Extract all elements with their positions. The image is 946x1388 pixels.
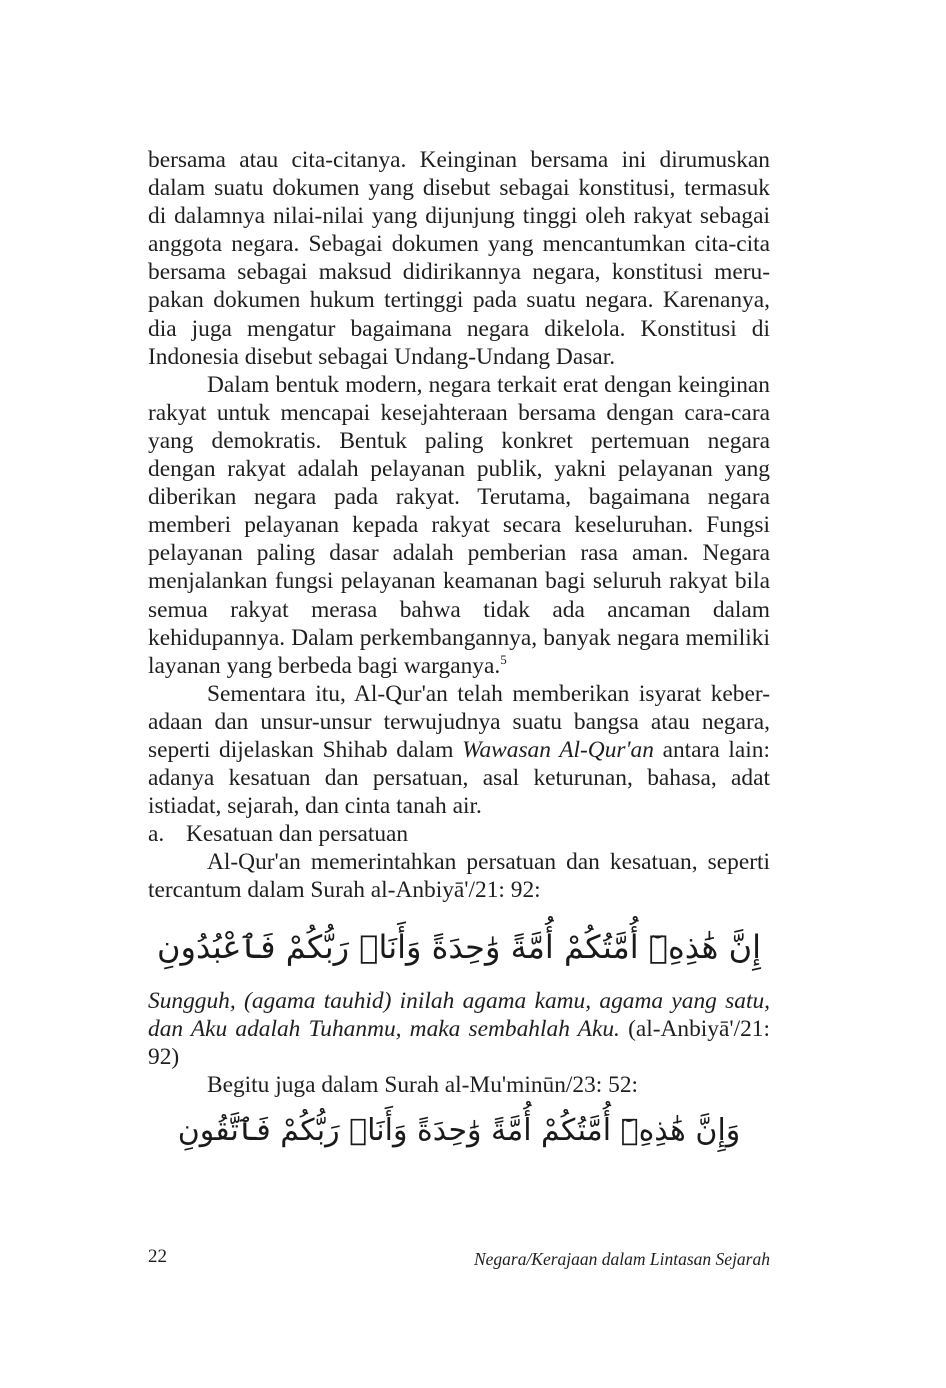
paragraph-quran-signals (148, 680, 770, 820)
paragraph-public-service (148, 371, 770, 680)
book-title: Wawasan Al-Qur'an (462, 736, 654, 763)
list-item-unity (148, 820, 770, 848)
page-body (148, 146, 770, 1169)
paragraph-unity-command: Al-Qur'an memerintahkan persatuan dan kesatuan, seperti tercantum dalam Surah al-Anbiyā'/21: 92: (148, 849, 770, 904)
arabic-verse-muminun: وَإِنَّ هَٰذِهِۦٓ أُمَّتُكُمْ أُمَّةً وَٰحِدَةً وَأَنَا۠ رَبُّكُمْ فَٱتَّقُونِ (177, 1112, 741, 1148)
paragraph-quran-signals-text: Sementara itu, Al-Qur'an telah memberikan isyarat keber-adaan dan unsur-unsur terwujudnya suatu bangsa atau negara, seperti dijelaskan Shihab dalam (148, 680, 770, 763)
running-title: Negara/Kerajaan dalam Lintasan Sejarah (473, 1249, 770, 1269)
arabic-verse-anbiya: إِنَّ هَٰذِهِۦٓ أُمَّتُكُمْ أُمَّةً وَٰحِدَةً وَأَنَا۠ رَبُّكُمْ فَٱعْبُدُونِ (157, 927, 761, 966)
verse-translation (148, 987, 770, 1071)
paragraph-public-service-text: Dalam bentuk modern, negara terkait erat dengan keinginan rakyat untuk mencapai kesejahteraan bersama dengan cara-cara yang demokratis. Bentuk paling konkret pertemuan negara dengan rakyat adalah pelayanan publik, yakni pelayanan yang diberikan negara pada rakyat. Terutama, bagaimana negara memberi pelayanan kepada rakyat secara keseluruhan. Fungsi pelayanan paling dasar adalah pemberian rasa aman. Negara menjalankan fungsi pelayanan keamanan bagi seluruh rakyat bila semua rakyat merasa bahwa tidak ada ancaman dalam kehidupannya. Dalam perkembangannya, banyak negara memiliki layanan yang berbeda bagi warganya. (148, 371, 770, 679)
paragraph-quran-signals-tail: antara lain: adanya kesatuan dan persatuan, asal keturunan, bahasa, adat istiadat, sejarah, dan cinta tanah air. (148, 736, 770, 820)
list-marker: a. (148, 821, 165, 848)
verse-translation-text: Sungguh, (agama tauhid) inilah agama kamu, agama yang satu, dan Aku adalah Tuhanmu, maka sembahlah Aku. (148, 987, 770, 1042)
paragraph-constitution: bersama atau cita-citanya. Keinginan bersama ini dirumuskan dalam suatu dokumen yang disebut sebagai konstitusi, termasuk di dalamnya nilai-nilai yang dijunjung tinggi oleh rakyat sebagai anggota negara. Sebagai dokumen yang mencantumkan cita-cita bersama sebagai maksud didirikannya negara, konstitusi meru-pakan dokumen hukum tertinggi pada suatu negara. Karenanya, dia juga mengatur bagaimana negara dikelola. Konstitusi di Indonesia disebut sebagai Undang-Undang Dasar. (148, 147, 770, 370)
footnote-reference[interactable]: 5 (500, 651, 507, 667)
list-heading: Kesatuan dan persatuan (186, 821, 409, 848)
verse-reference: (al-Anbiyā'/21: 92) (148, 1015, 770, 1070)
page-number: 22 (148, 1246, 167, 1267)
paragraph-muminun: Begitu juga dalam Surah al-Mu'minūn/23: 52: (207, 1071, 639, 1098)
